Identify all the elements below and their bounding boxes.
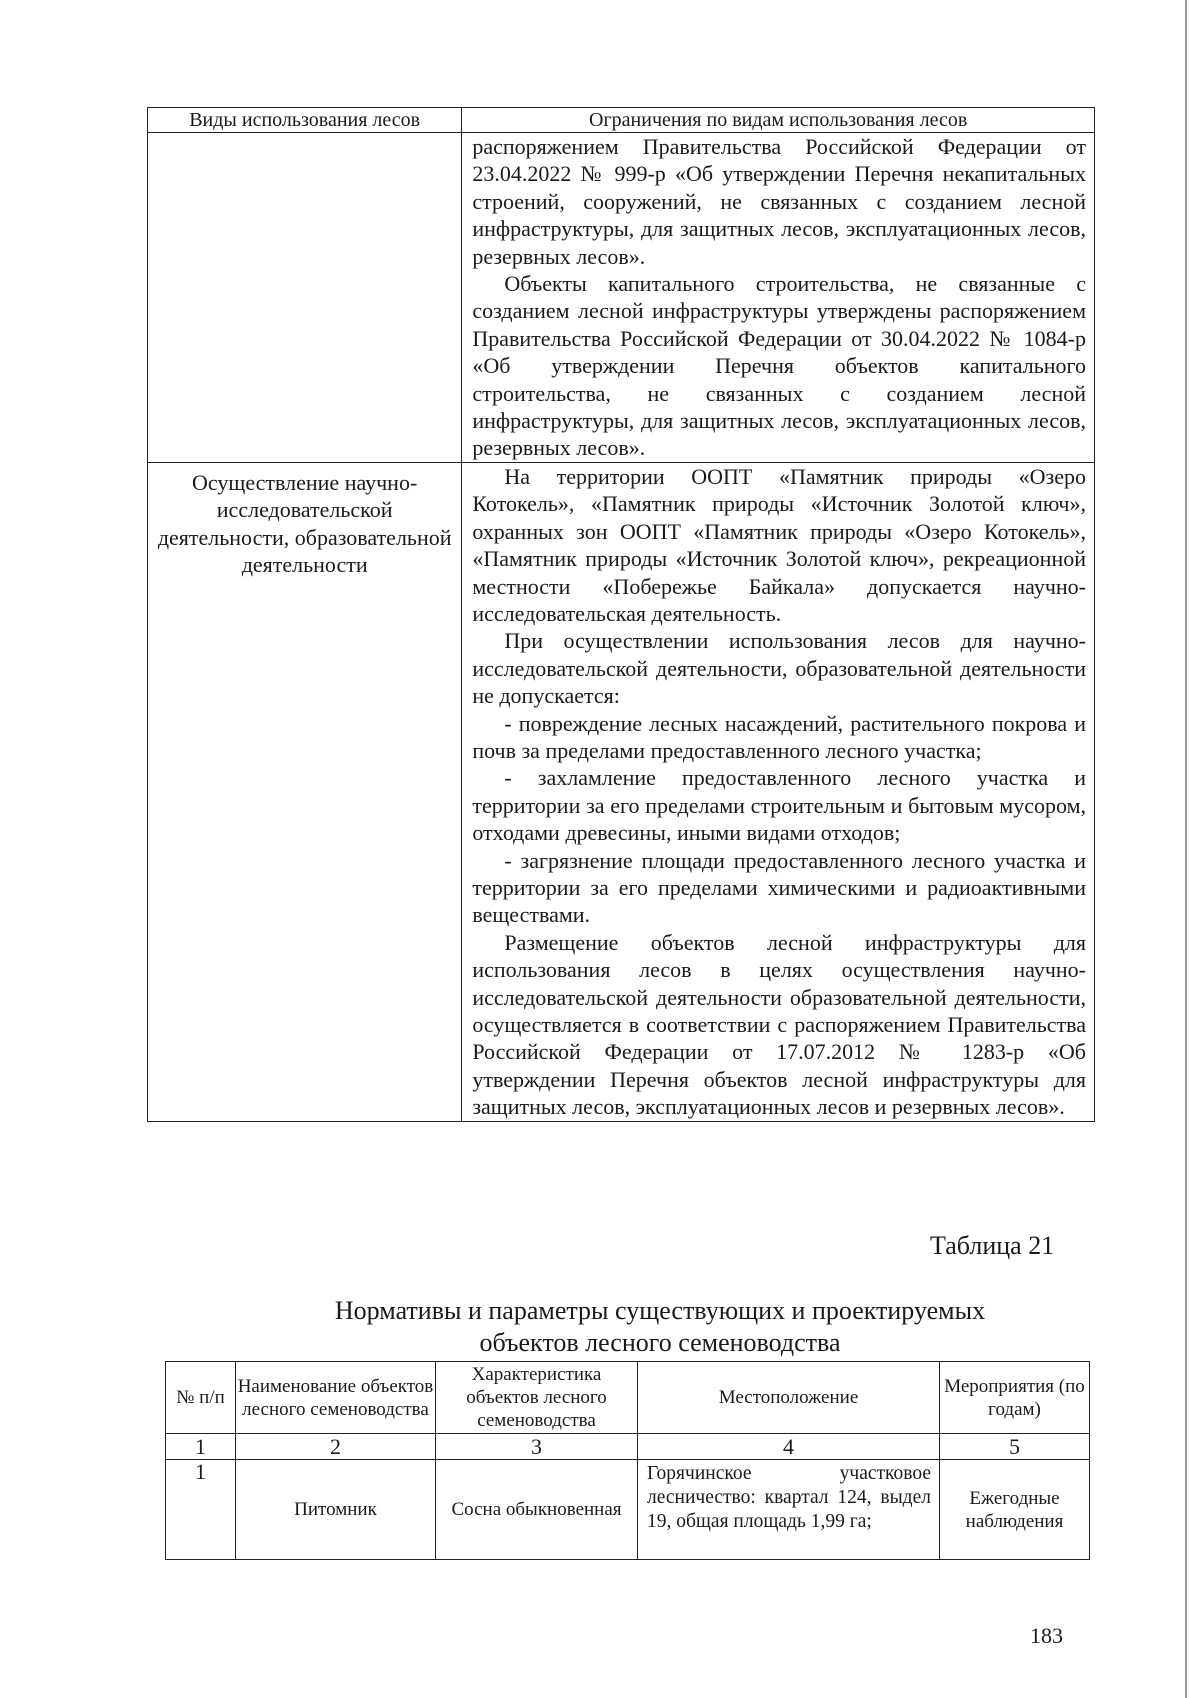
table-title	[220, 1295, 1100, 1359]
row1-restrictions-cell	[462, 133, 1095, 463]
seed-production-table	[165, 1361, 1090, 1560]
row2-paragraph: - загрязнение площади предоставленного лесного участка и территории за его пределами химическими и радиоактивными веществами.	[472, 847, 1086, 928]
table-title-line2: объектов лесного семеноводства	[479, 1328, 841, 1357]
object-characteristic: Сосна обыкновенная	[436, 1460, 638, 1560]
row2-paragraph: - захламление предоставленного лесного участка и территории за его пределами строительным и бытовым мусором, отходами древесины, иными видами отходов;	[472, 765, 1086, 846]
column-number: 5	[940, 1434, 1090, 1460]
row1-left-cell	[148, 133, 462, 463]
object-measures: Ежегодные наблюдения	[940, 1460, 1090, 1560]
column-number: 3	[436, 1434, 638, 1460]
row2-paragraph: На территории ООПТ «Памятник природы «Озеро Котокель», «Памятник природы «Источник Золотой ключ», охранных зон ООПТ «Памятник природы «Озеро Котокель», «Памятник природы «Источник Золотой ключ», рекреационной местности «Побережье Байкала» допускается научно-исследовательская деятельность.	[472, 463, 1086, 626]
table-label: Таблица 21	[930, 1231, 1055, 1260]
header-object-name: Наименование объектов лесного семеноводства	[236, 1362, 436, 1434]
forest-use-restrictions-table	[147, 107, 1095, 1122]
row2-left-cell	[148, 462, 462, 1121]
table-title-line1: Нормативы и параметры существующих и проектируемых	[334, 1296, 986, 1325]
table-header-row	[148, 108, 1095, 133]
header-location: Местоположение	[638, 1362, 940, 1434]
row1-use-type	[148, 133, 461, 139]
object-name: Питомник	[236, 1460, 436, 1560]
column-number: 1	[166, 1434, 236, 1460]
table-header-row	[166, 1362, 1090, 1434]
row2-paragraph: Размещение объектов лесной инфраструктуры для использования лесов в целях осуществления научно-исследовательской деятельности образовательной деятельности, осуществляется в соответствии с распоряжением Правительства Российской Федерации от 17.07.2012 № 1283-р «Об утверждении Перечня объектов лесной инфраструктуры для защитных лесов, эксплуатационных лесов и резервных лесов».	[472, 929, 1086, 1120]
row1-paragraph: Объекты капитального строительства, не связанные с созданием лесной инфраструктуры утверждены распоряжением Правительства Российской Федерации от 30.04.2022 № 1084-р «Об утверждении Перечня объектов капитального строительства, не связанных с созданием лесной инфраструктуры, для защитных лесов, эксплуатационных лесов, резервных лесов».	[472, 271, 1086, 461]
row2-paragraph: - повреждение лесных насаждений, растительного покрова и почв за пределами предоставленного лесного участка;	[472, 710, 1086, 763]
column-number-row	[166, 1434, 1090, 1460]
column-number: 4	[638, 1434, 940, 1460]
header-forest-use-types: Виды использования лесов	[148, 108, 462, 133]
table-row	[148, 462, 1095, 1121]
row2-use-type: Осуществление научно-исследовательской деятельности, образовательной деятельности	[157, 469, 452, 578]
page-number: 183	[1030, 1623, 1063, 1648]
column-number: 2	[236, 1434, 436, 1460]
row-number: 1	[166, 1460, 236, 1560]
scan-edge-line	[1185, 0, 1187, 1698]
header-characteristic: Характеристика объектов лесного семеноводства	[436, 1362, 638, 1434]
object-location: Горячинское участковое лесничество: квартал 124, выдел 19, общая площадь 1,99 га;	[638, 1460, 940, 1560]
row2-paragraph: При осуществлении использования лесов для научно-исследовательской деятельности, образовательной деятельности не допускается:	[472, 628, 1086, 709]
table-row	[148, 133, 1095, 463]
table-row	[166, 1460, 1090, 1560]
row1-paragraph: распоряжением Правительства Российской Федерации от 23.04.2022 № 999-р «Об утверждении Перечня некапитальных строений, сооружений, не связанных с созданием лесной инфраструктуры, для защитных лесов, эксплуатационных лесов, резервных лесов».	[472, 134, 1086, 269]
header-restrictions: Ограничения по видам использования лесов	[462, 108, 1095, 133]
row2-restrictions-cell	[462, 462, 1095, 1121]
header-number: № п/п	[166, 1362, 236, 1434]
header-measures: Мероприятия (по годам)	[940, 1362, 1090, 1434]
